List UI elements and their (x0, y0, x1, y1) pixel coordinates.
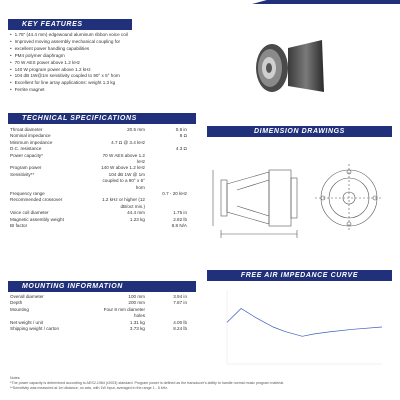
spec-label: Power capacity* (10, 152, 43, 158)
mounting-label: Depth (10, 300, 23, 306)
mounting-value: 3.73 kg (129, 326, 145, 332)
mounting-label: Shipping weight / carton (10, 326, 60, 332)
spec-value-alt: 4.3 Ω (175, 146, 187, 152)
spec-label: Program power (10, 165, 42, 171)
spec-value-alt: 0.8 in (175, 127, 187, 132)
table-row (10, 326, 187, 332)
impedance-chart (207, 282, 392, 377)
feature-item: • 1.75" (44.4 mm) edgewound aluminum ribbon voice coil (10, 32, 210, 39)
impedance-curve-header: FREE AIR IMPEDANCE CURVE (207, 270, 392, 281)
spec-label: Magnetic assembly weight (10, 216, 64, 222)
spec-value: 104 dB 1W @ 1m (108, 171, 145, 177)
mounting-value: 200 mm (128, 300, 145, 306)
spec-value-alt (153, 178, 187, 191)
spec-value-alt: 8 Ω (179, 133, 187, 139)
notes-line-2: **Sensitivity was measured at 1m distance, on axis, with 1W input, averaged in the range 1 - 5 kHz. (10, 386, 169, 390)
feature-item: • Ferrite magnet (10, 87, 210, 94)
spec-value-alt: 2.82 lb (173, 216, 187, 222)
spec-value: 1.2 kHz or higher (12 (102, 197, 145, 203)
table-row (10, 153, 187, 166)
spec-value: 70 W AES above 1.2 kHz (102, 152, 145, 165)
feature-item: • PM4 polymer diaphragm (10, 53, 210, 60)
spec-table (10, 127, 187, 230)
mounting-value-alt: 4.00 lb (173, 319, 187, 325)
mounting-label: Net weight / unit (10, 319, 43, 325)
spec-label: Throat diameter (10, 127, 43, 132)
spec-value-alt: 1.75 in (173, 210, 187, 216)
mounting-information-header: MOUNTING INFORMATION (8, 281, 196, 292)
spec-value: coupled to a 90° x 5° horn (102, 178, 145, 190)
spec-value-alt: 8.8 N/A (171, 223, 187, 229)
feature-item: • excellent power handling capabilities (10, 46, 210, 53)
mounting-label: Overall diameter (10, 294, 44, 299)
mounting-table (10, 294, 187, 332)
spec-label: Nominal impedance (10, 133, 51, 139)
table-row (10, 223, 187, 229)
spec-label: BI factor (10, 223, 28, 229)
notes-heading: Notes: (10, 376, 21, 380)
mounting-value-alt: 3.94 in (173, 294, 187, 299)
spec-label: D.C. resistance (10, 146, 42, 152)
feature-item: • 104 dB 1W@1m sensitivity coupled to 90° x 5° horn (10, 73, 210, 80)
feature-item: • Excellent for line array applications: weight 1.3 kg (10, 80, 210, 87)
mounting-value-alt: 8.24 lb (173, 326, 187, 332)
dimension-drawing (207, 150, 392, 245)
spec-value (95, 223, 153, 229)
feature-item: • Improved moving assembly mechanical coupling for (10, 39, 210, 46)
spec-value: 44.4 mm (127, 210, 145, 216)
spec-value: dB/oct min.) (120, 203, 145, 209)
mounting-label: Mounting (10, 306, 29, 312)
mounting-value-alt (153, 307, 187, 320)
spec-label: Voice coil diameter (10, 210, 49, 216)
spec-label: Frequency range (10, 191, 45, 197)
top-accent-band (252, 0, 400, 4)
notes-line-1: *The power capacity is determined according to AES2-1984 (r2003) standard. Program power is defined as the transducer's ability to handle normal music program material. (10, 381, 285, 385)
feature-list (10, 32, 210, 94)
notes-block (10, 376, 390, 391)
impedance-series-line (227, 309, 382, 337)
key-features-header: KEY FEATURES (8, 19, 132, 30)
technical-specifications-header: TECHNICAL SPECIFICATIONS (8, 113, 196, 124)
spec-value: 1.23 kg (129, 216, 145, 222)
feature-item: • 70 W AES power above 1.2 kHz (10, 60, 210, 67)
spec-value-alt: 0.7 - 20 kHz (162, 191, 187, 197)
spec-label: Sensitivity** (10, 171, 35, 177)
mounting-value: 1.31 kg (129, 319, 145, 325)
driver-product-image (250, 30, 330, 110)
mounting-value-alt: 7.87 in (173, 300, 187, 306)
spec-value: 4.7 Ω @ 3.4 kHz (111, 139, 145, 145)
spec-value: 140 W above 1.2 kHz (101, 165, 145, 171)
mounting-value: 100 mm (128, 294, 145, 299)
table-row (10, 307, 187, 320)
spec-label: Recommended crossover (10, 197, 63, 203)
spec-label: Minimum impedance (10, 139, 53, 145)
table-row (10, 178, 187, 191)
spec-value-alt (153, 153, 187, 166)
spec-value: 20.5 mm (127, 127, 145, 132)
mounting-value: Four 8 mm diameter holes (103, 306, 145, 319)
feature-item: • 140 W program power above 1.2 kHz (10, 67, 210, 74)
spec-label (10, 178, 95, 191)
dimension-drawings-header: DIMENSION DRAWINGS (207, 126, 392, 137)
